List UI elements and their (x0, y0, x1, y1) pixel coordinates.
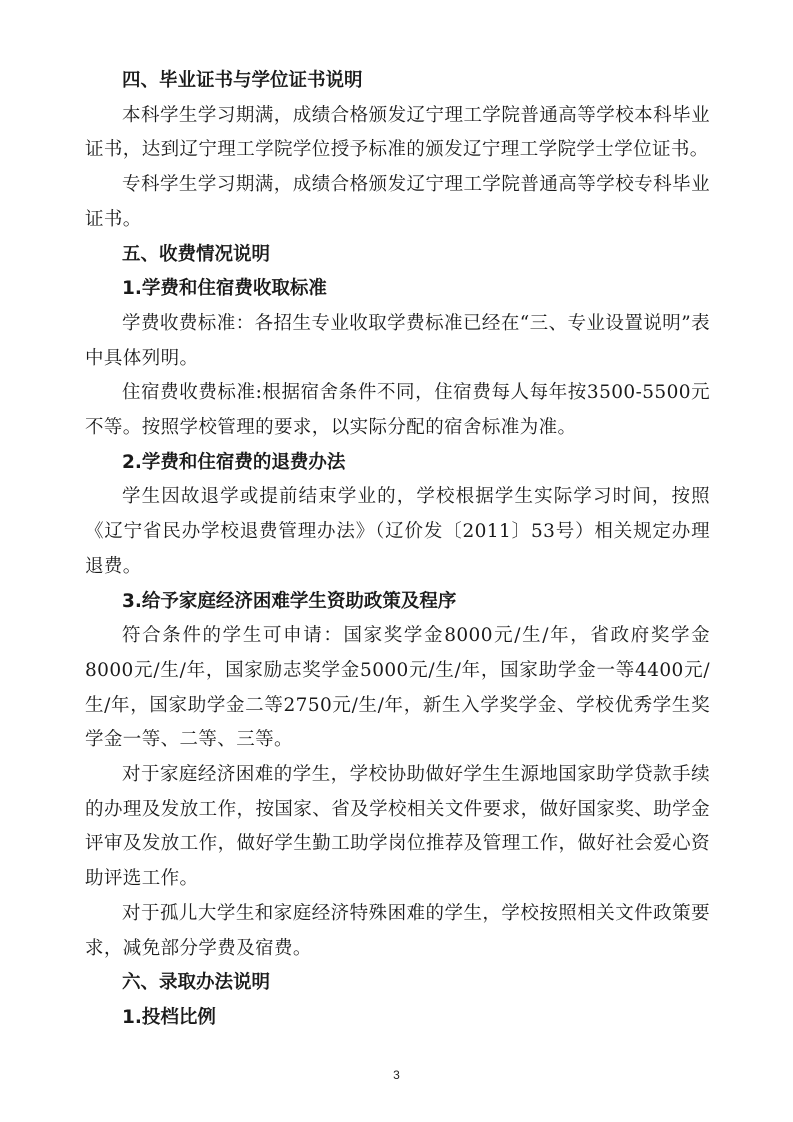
document-body (85, 64, 710, 1036)
section-heading-certificates: 四、毕业证书与学位证书说明 (122, 70, 363, 91)
paragraph-orphan-aid: 对于孤儿大学生和家庭经济特殊困难的学生，学校按照相关文件政策要求，减免部分学费及宿费。 (85, 902, 710, 959)
paragraph-junior-college-certificate: 专科学生学习期满，成绩合格颁发辽宁理工学院普通高等学校专科毕业证书。 (85, 174, 710, 230)
page-number: 3 (393, 1068, 400, 1082)
section-heading-fees: 五、收费情况说明 (122, 243, 271, 265)
paragraph-refund: 学生因故退学或提前结束学业的，学校根据学生实际学习时间，按照《辽宁省民办学校退费管理办法》（辽价发〔2011〕53号）相关规定办理退费。 (85, 486, 710, 577)
section-heading-admission: 六、录取办法说明 (122, 972, 271, 994)
paragraph-scholarships: 符合条件的学生可申请：国家奖学金8000元/生/年，省政府奖学金8000元/生/年，国家励志奖学金5000元/生/年，国家助学金一等4400元/生/年，国家助学金二等2750元/生/年，新生入学奖学金、学校优秀学生奖学金一等、二等、三等。 (85, 625, 710, 751)
subheading-ratio: 1.投档比例 (122, 1006, 216, 1028)
subheading-financial-aid: 3.给予家庭经济困难学生资助政策及程序 (122, 590, 457, 612)
paragraph-tuition-standard: 学费收费标准：各招生专业收取学费标准已经在“三、专业设置说明”表中具体列明。 (85, 312, 710, 369)
subheading-refund: 2.学费和住宿费的退费办法 (122, 451, 346, 473)
paragraph-undergrad-certificate: 本科学生学习期满，成绩合格颁发辽宁理工学院普通高等学校本科毕业证书，达到辽宁理工学院学位授予标准的颁发辽宁理工学院学士学位证书。 (85, 104, 710, 161)
paragraph-aid-work: 对于家庭经济困难的学生，学校协助做好学生生源地国家助学贷款手续的办理及发放工作，按国家、省及学校相关文件要求，做好国家奖、助学金评审及发放工作，做好学生勤工助学岗位推荐及管理工作，做好社会爱心资助评选工作。 (85, 764, 710, 890)
paragraph-dorm-standard: 住宿费收费标准:根据宿舍条件不同，住宿费每人每年按3500-5500元不等。按照学校管理的要求，以实际分配的宿舍标准为准。 (85, 382, 710, 439)
subheading-fee-standards: 1.学费和住宿费收取标准 (122, 278, 327, 300)
